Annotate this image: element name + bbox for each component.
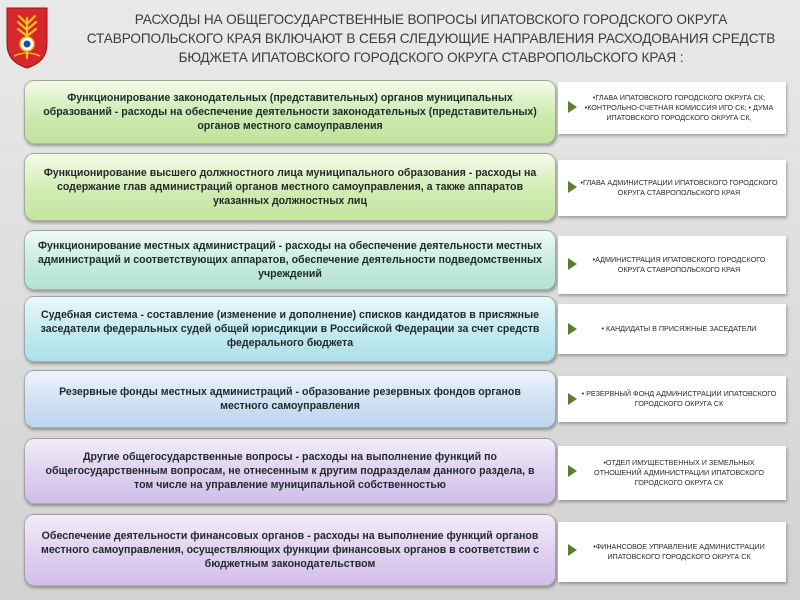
responsible-bodies-text: •АДМИНИСТРАЦИЯ ИПАТОВСКОГО ГОРОДСКОГО ОКРУГА СТАВРОПОЛЬСКОГО КРАЯ	[592, 255, 766, 274]
responsible-bodies-other-general	[558, 446, 786, 500]
coat-of-arms-icon	[4, 4, 50, 70]
expense-item-text: Функционирование законодательных (представительных) органов муниципальных образований - расходы на обеспечение деятельности законодательных (представительных) органов местного самоуправления	[43, 92, 537, 132]
arrow-icon	[568, 101, 577, 113]
expense-item-reserve-funds	[24, 370, 556, 428]
page-title: РАСХОДЫ НА ОБЩЕГОСУДАРСТВЕННЫЕ ВОПРОСЫ ИПАТОВСКОГО ГОРОДСКОГО ОКРУГА СТАВРОПОЛЬСКОГО КРАЯ ВКЛЮЧАЮТ В СЕБЯ СЛЕДУЮЩИЕ НАПРАВЛЕНИЯ РАСХОДОВАНИЯ СРЕДСТВ БЮДЖЕТА ИПАТОВСКОГО ГОРОДСКОГО ОКРУГА СТАВРОПОЛЬСКОГО КРАЯ :	[86, 12, 776, 65]
responsible-bodies-text: • РЕЗЕРВНЫЙ ФОНД АДМИНИСТРАЦИИ ИПАТОВСКОГО ГОРОДСКОГО ОКРУГА СК	[581, 389, 777, 408]
responsible-bodies-local-administration	[558, 236, 786, 294]
expense-item-legislative	[24, 80, 556, 144]
expense-item-financial-bodies	[24, 514, 556, 586]
expense-item-local-administration	[24, 230, 556, 290]
responsible-bodies-text: • КАНДИДАТЫ В ПРИСЯЖНЫЕ ЗАСЕДАТЕЛИ	[601, 324, 757, 333]
responsible-bodies-text: •ГЛАВА ИПАТОВСКОГО ГОРОДСКОГО ОКРУГА СК; •КОНТРОЛЬНО-СЧЕТНАЯ КОМИССИЯ ИГО СК; • ДУМА ИПАТОВСКОГО ГОРОДСКОГО ОКРУГА СК,	[584, 93, 774, 122]
responsible-bodies-head-official	[558, 160, 786, 216]
arrow-icon	[568, 323, 577, 335]
expense-item-head-official	[24, 153, 556, 221]
expense-item-text: Резервные фонды местных администраций - образование резервных фондов органов местного самоуправления	[59, 386, 521, 412]
responsible-bodies-financial-bodies	[558, 522, 786, 582]
expense-item-text: Функционирование местных администраций - расходы на обеспечение деятельности местных администраций и соответствующих аппаратов, обеспечение деятельности подведомственных учреждений	[37, 240, 543, 280]
arrow-icon	[568, 544, 577, 556]
responsible-bodies-legislative	[558, 82, 786, 134]
expense-item-text: Обеспечение деятельности финансовых органов - расходы на выполнение функций органов местного самоуправления, осуществляющих функции финансовых органов в соответствии с бюджетным законодательством	[41, 530, 539, 570]
responsible-bodies-judicial	[558, 304, 786, 354]
responsible-bodies-text: •ГЛАВА АДМИНИСТРАЦИИ ИПАТОВСКОГО ГОРОДСКОГО ОКРУГА СТАВРОПОЛЬСКОГО КРАЯ	[580, 178, 778, 197]
arrow-icon	[568, 465, 577, 477]
expense-item-text: Функционирование высшего должностного лица муниципального образования - расходы на содержание глав администраций органов местного самоуправления, а также аппаратов указанных должностных лиц	[43, 167, 537, 207]
arrow-icon	[568, 181, 577, 193]
expense-item-judicial	[24, 296, 556, 362]
responsible-bodies-text: •ОТДЕЛ ИМУЩЕСТВЕННЫХ И ЗЕМЕЛЬНЫХ ОТНОШЕНИЙ АДМИНИСТРАЦИИ ИПАТОВСКОГО ГОРОДСКОГО ОКРУГА СК	[594, 458, 764, 487]
expense-item-text: Другие общегосударственные вопросы - расходы на выполнение функций по общегосударственным вопросам, не отнесенным к другим подразделам данного раздела, в том числе на управление муниципальной собственностью	[45, 451, 535, 491]
responsible-bodies-reserve-funds	[558, 376, 786, 422]
arrow-icon	[568, 393, 577, 405]
responsible-bodies-text: •ФИНАНСОВОЕ УПРАВЛЕНИЕ АДМИНИСТРАЦИИ ИПАТОВСКОГО ГОРОДСКОГО ОКРУГА СК	[593, 542, 765, 561]
expense-item-text: Судебная система - составление (изменение и дополнение) списков кандидатов в присяжные заседатели федеральных судей общей юрисдикции в Российской Федерации за счет средств федерального бюджета	[40, 309, 540, 349]
expense-item-other-general	[24, 438, 556, 504]
arrow-icon	[568, 258, 577, 270]
